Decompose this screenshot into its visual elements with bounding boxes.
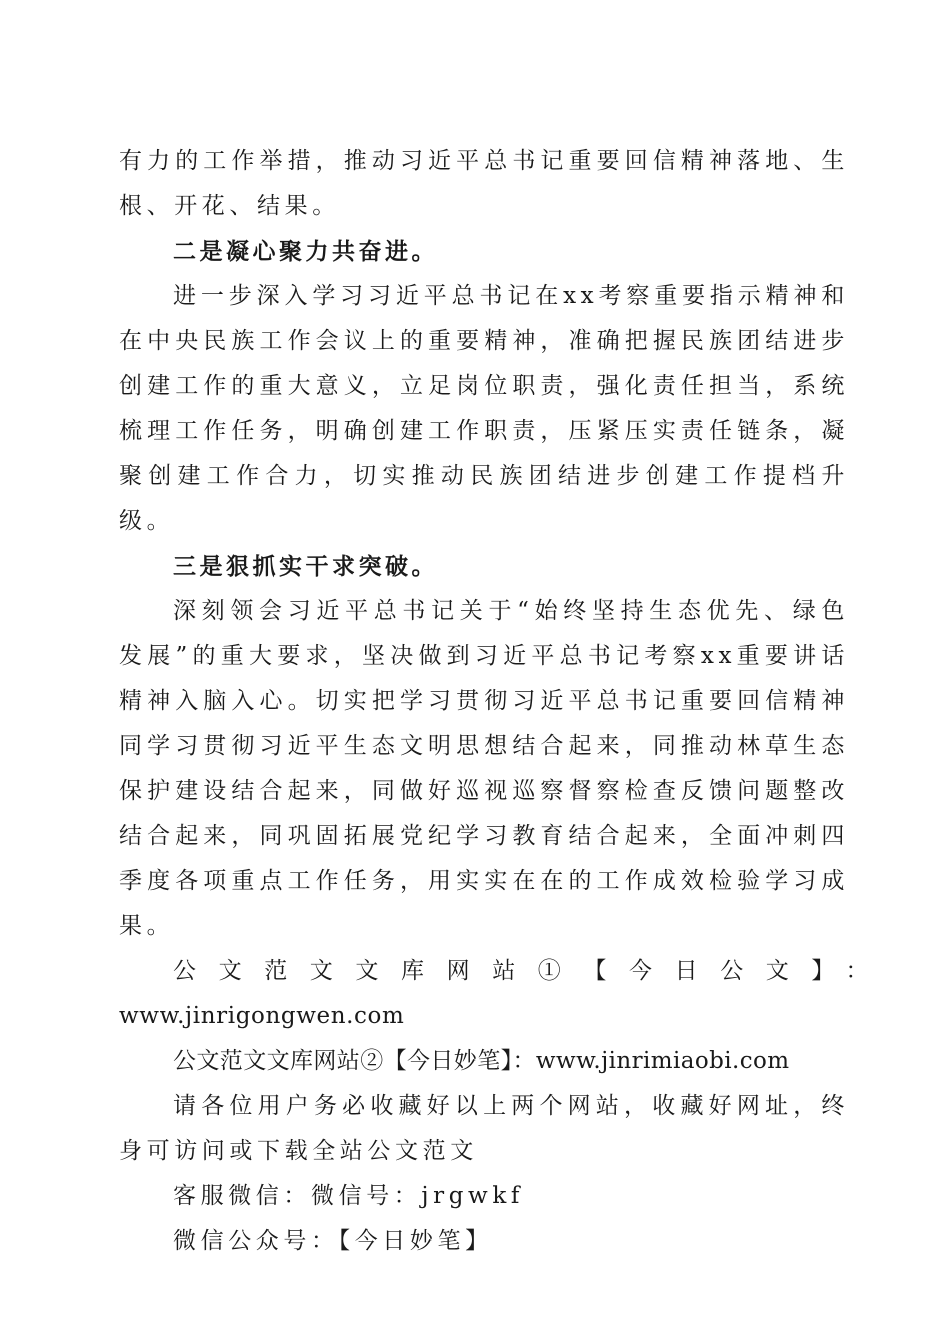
paragraph-section-2: 进一步深入学习习近平总书记在xx考察重要指示精神和在中央民族工作会议上的重要精神，准确把握民族团结进步创建工作的重大意义，立足岗位职责，强化责任担当，系统梳理工作任务，明确创建工作职责，压紧压实责任链条，凝聚创建工作合力，切实推动民族团结进步创建工作提档升级。 <box>119 283 849 534</box>
section-heading-2: 二是凝心聚力共奋进。 <box>173 238 438 265</box>
paragraph-section-3: 深刻领会习近平总书记关于“始终坚持生态优先、绿色发展”的重大要求，坚决做到习近平总书记考察xx重要讲话精神入脑入心。切实把学习贯彻习近平总书记重要回信精神同学习贯彻习近平生态文明思想结合起来，同推动林草生态保护建设结合起来，同做好巡视巡察督察检查反馈问题整改结合起来，同巩固拓展党纪学习教育结合起来，全面冲刺四季度各项重点工作任务，用实实在在的工作成效检验学习成果。 <box>119 598 849 939</box>
wechat-public-account: 微信公众号：【今日妙笔】 <box>173 1228 493 1254</box>
paragraph-continuation: 有力的工作举措，推动习近平总书记重要回信精神落地、生根、开花、结果。 <box>119 148 849 219</box>
document-body <box>119 139 892 1264</box>
site2-line[interactable]: 公文范文文库网站②【今日妙笔】：www.jinrimiaobi.com <box>173 1048 790 1074</box>
section-heading-3: 三是狠抓实干求突破。 <box>173 553 438 580</box>
site1-label: 公文范文文库网站①【今日公文】： <box>173 958 892 984</box>
site1-url[interactable]: www.jinrigongwen.com <box>119 1003 405 1029</box>
bookmark-notice: 请各位用户务必收藏好以上两个网站，收藏好网址，终身可访问或下载全站公文范文 <box>119 1093 849 1164</box>
wechat-service: 客服微信：微信号：jrgwkf <box>173 1183 524 1209</box>
